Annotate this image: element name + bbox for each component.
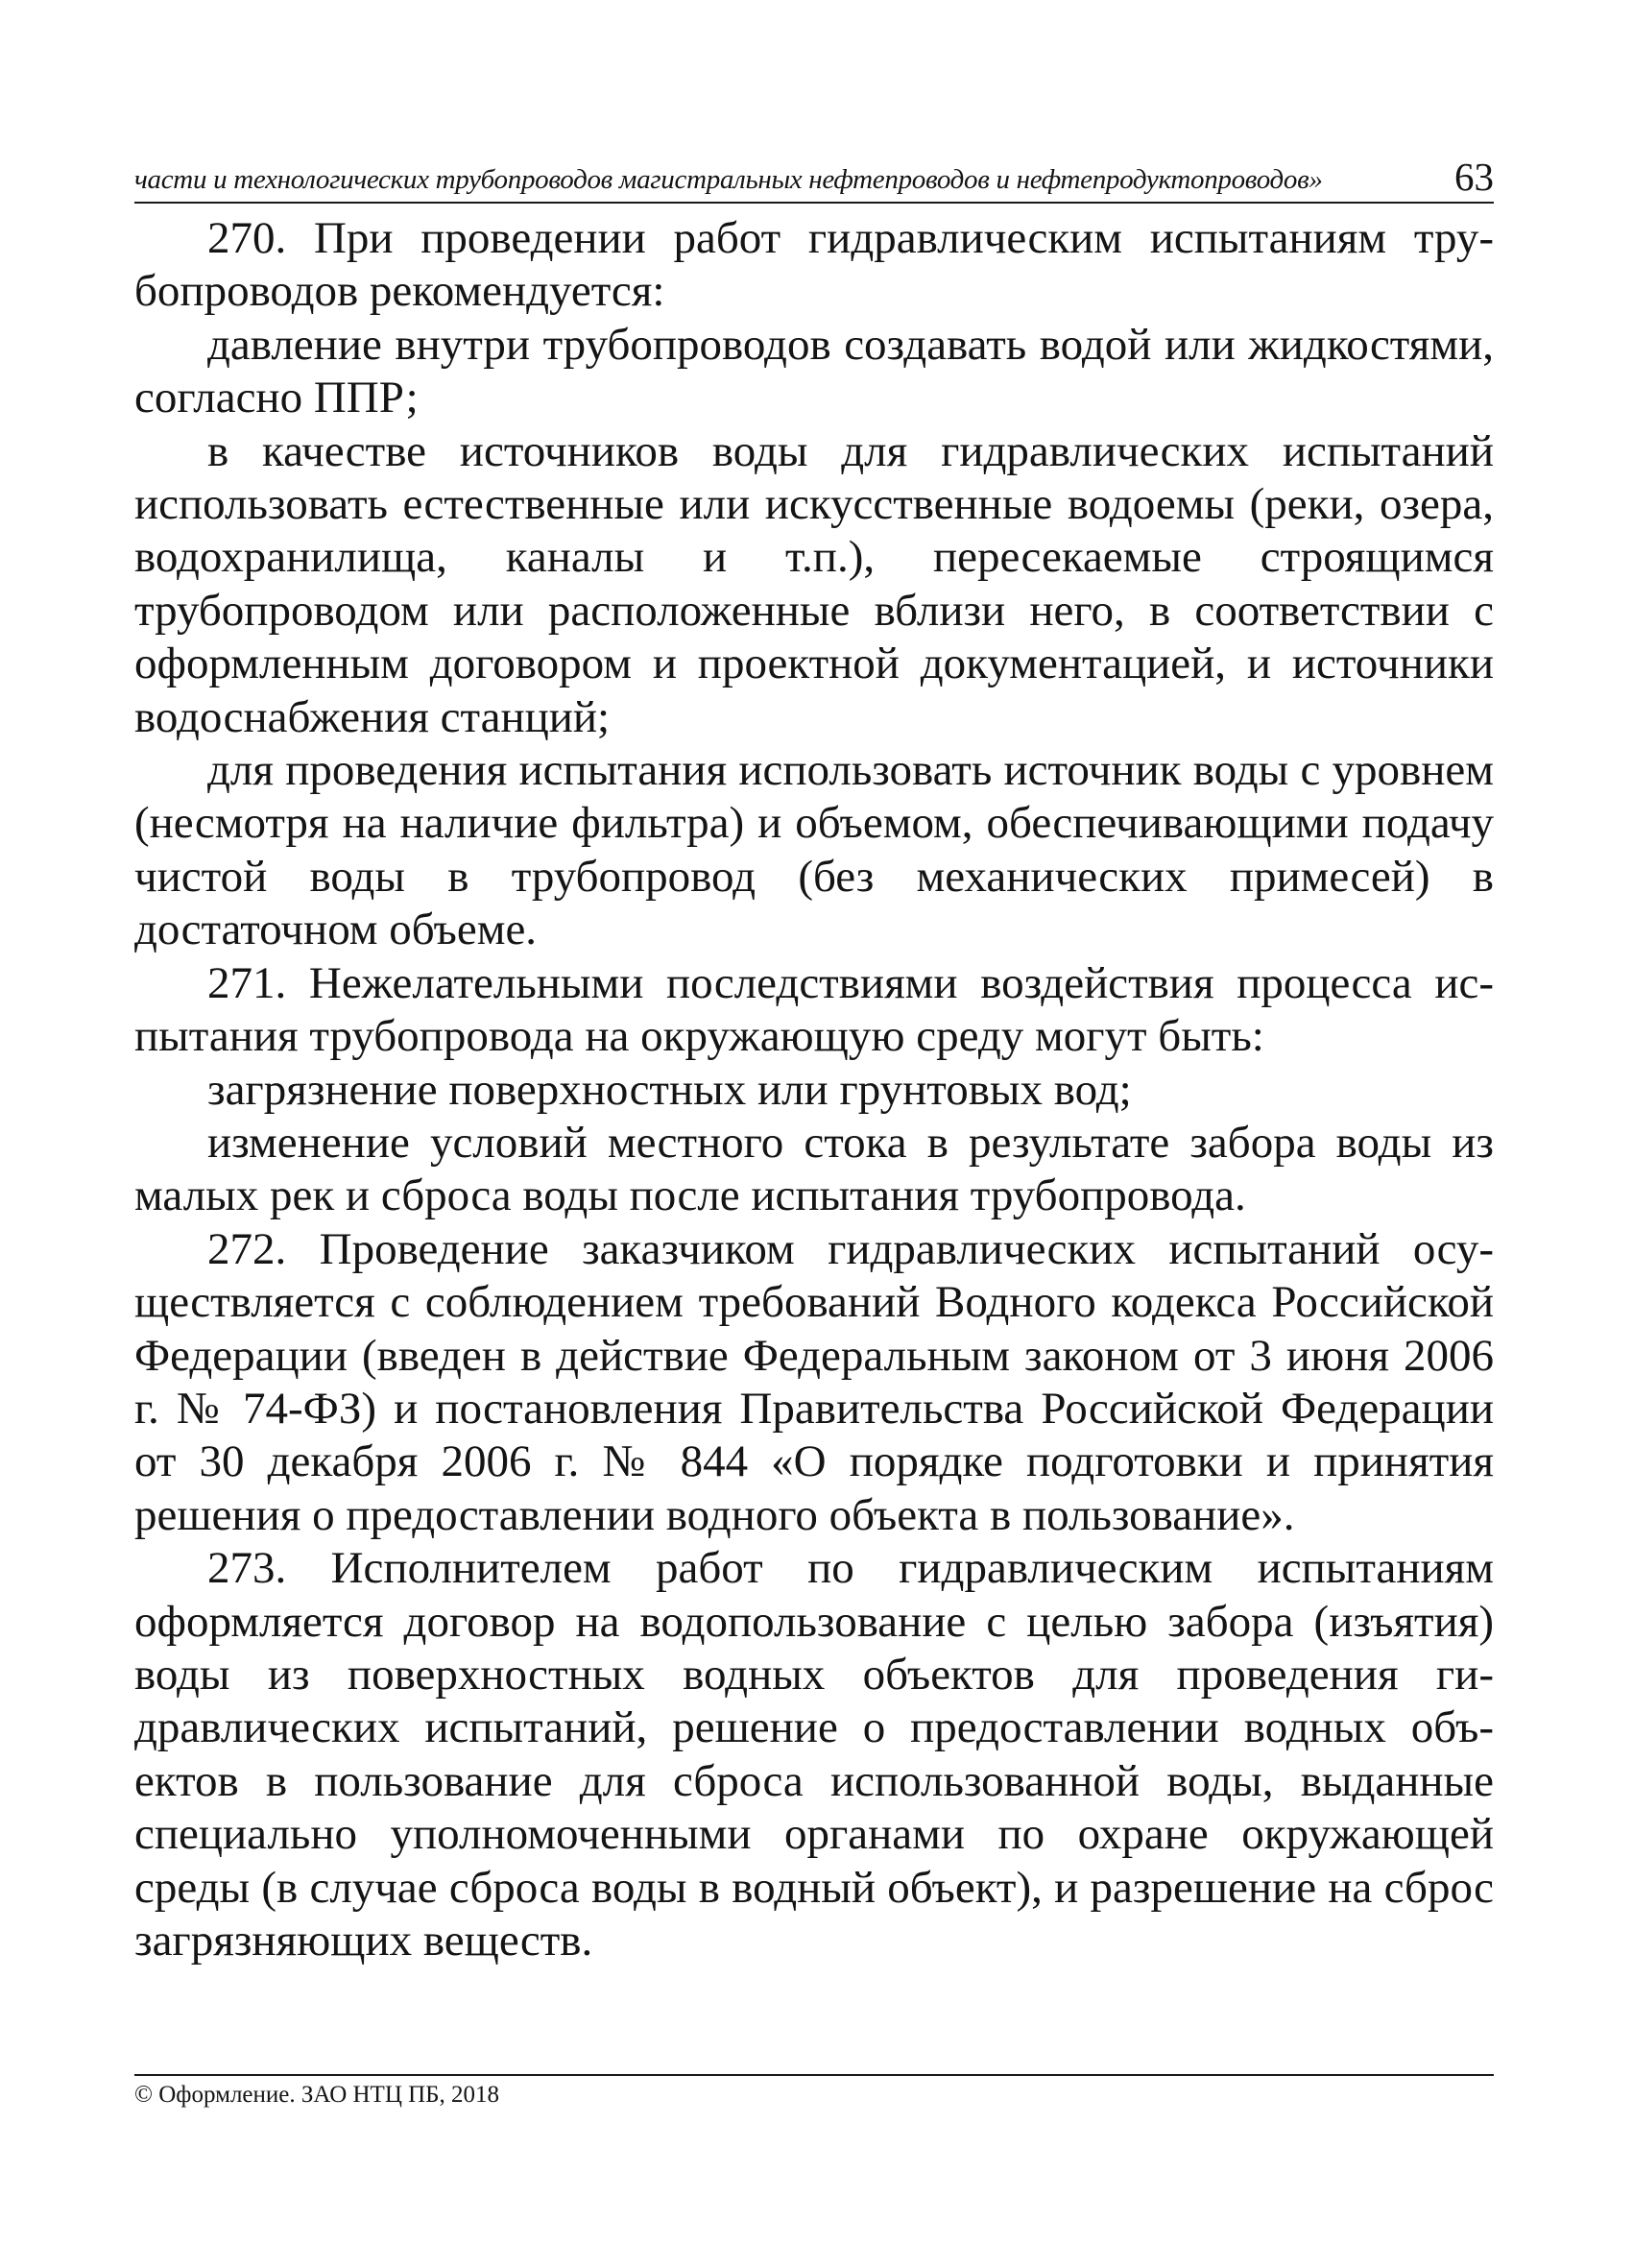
list-item: в качестве источников воды для гидравлических испытаний использовать естественные или искусственные водоемы (реки, озера, водохранилища, каналы и т.п.), пересекаемые строящимся трубопроводом или расположенные вблизи него, в соответствии с оформленным договором и проектной документацией, и источники водоснабжения станций;	[134, 425, 1494, 742]
list-item: изменение условий местного стока в результате забора воды из малых рек и сброса воды после испытания трубопровода.	[134, 1117, 1494, 1221]
footer-divider	[134, 2074, 1494, 2076]
paragraph-273: 273. Исполнителем работ по гидравлическим испытаниям оформляется договор на водопользование с целью забора (изъятия) воды из поверхностных водных объектов для проведения гидравлических испытаний, решение о предоставлении водных объектов в пользование для сброса использованной воды, выданные специально уполномоченными органами по охране окружающей среды (в случае сброса воды в водный объект), и разрешение на сброс загрязняющих веществ.	[134, 1543, 1494, 1966]
header-title: части и технологических трубопроводов магистральных нефтепроводов и нефтепродуктопроводов»	[134, 164, 1323, 195]
running-header	[134, 152, 1494, 204]
footer-copyright: © Оформление. ЗАО НТЦ ПБ, 2018	[134, 2082, 500, 2108]
list-item: загрязнение поверхностных или грунтовых вод;	[207, 1064, 1132, 1115]
paragraph-270: 270. При проведении работ гидравлическим испытаниям трубопроводов рекомендуется:	[134, 213, 1494, 317]
list-item: давление внутри трубопроводов создавать водой или жидкостями, согласно ППР;	[134, 319, 1494, 423]
body-text	[134, 212, 1494, 1967]
list-item: для проведения испытания использовать источник воды с уровнем (несмотря на наличие фильтра) и объемом, обеспечивающими подачу чистой воды в трубопровод (без механических примесей) в достаточном объеме.	[134, 745, 1494, 955]
page-number: 63	[1454, 155, 1494, 199]
paragraph-271: 271. Нежелательными последствиями воздействия процесса испытания трубопровода на окружающую среду могут быть:	[134, 957, 1494, 1062]
paragraph-272: 272. Проведение заказчиком гидравлических испытаний осуществляется с соблюдением требований Водного кодекса Российской Федерации (введен в действие Федеральным законом от 3 июня 2006 г. № 74-ФЗ) и постановления Правительства Российской Федерации от 30 декабря 2006 г. № 844 «О порядке подготовки и принятия решения о предоставлении водного объекта в пользование».	[134, 1223, 1494, 1540]
